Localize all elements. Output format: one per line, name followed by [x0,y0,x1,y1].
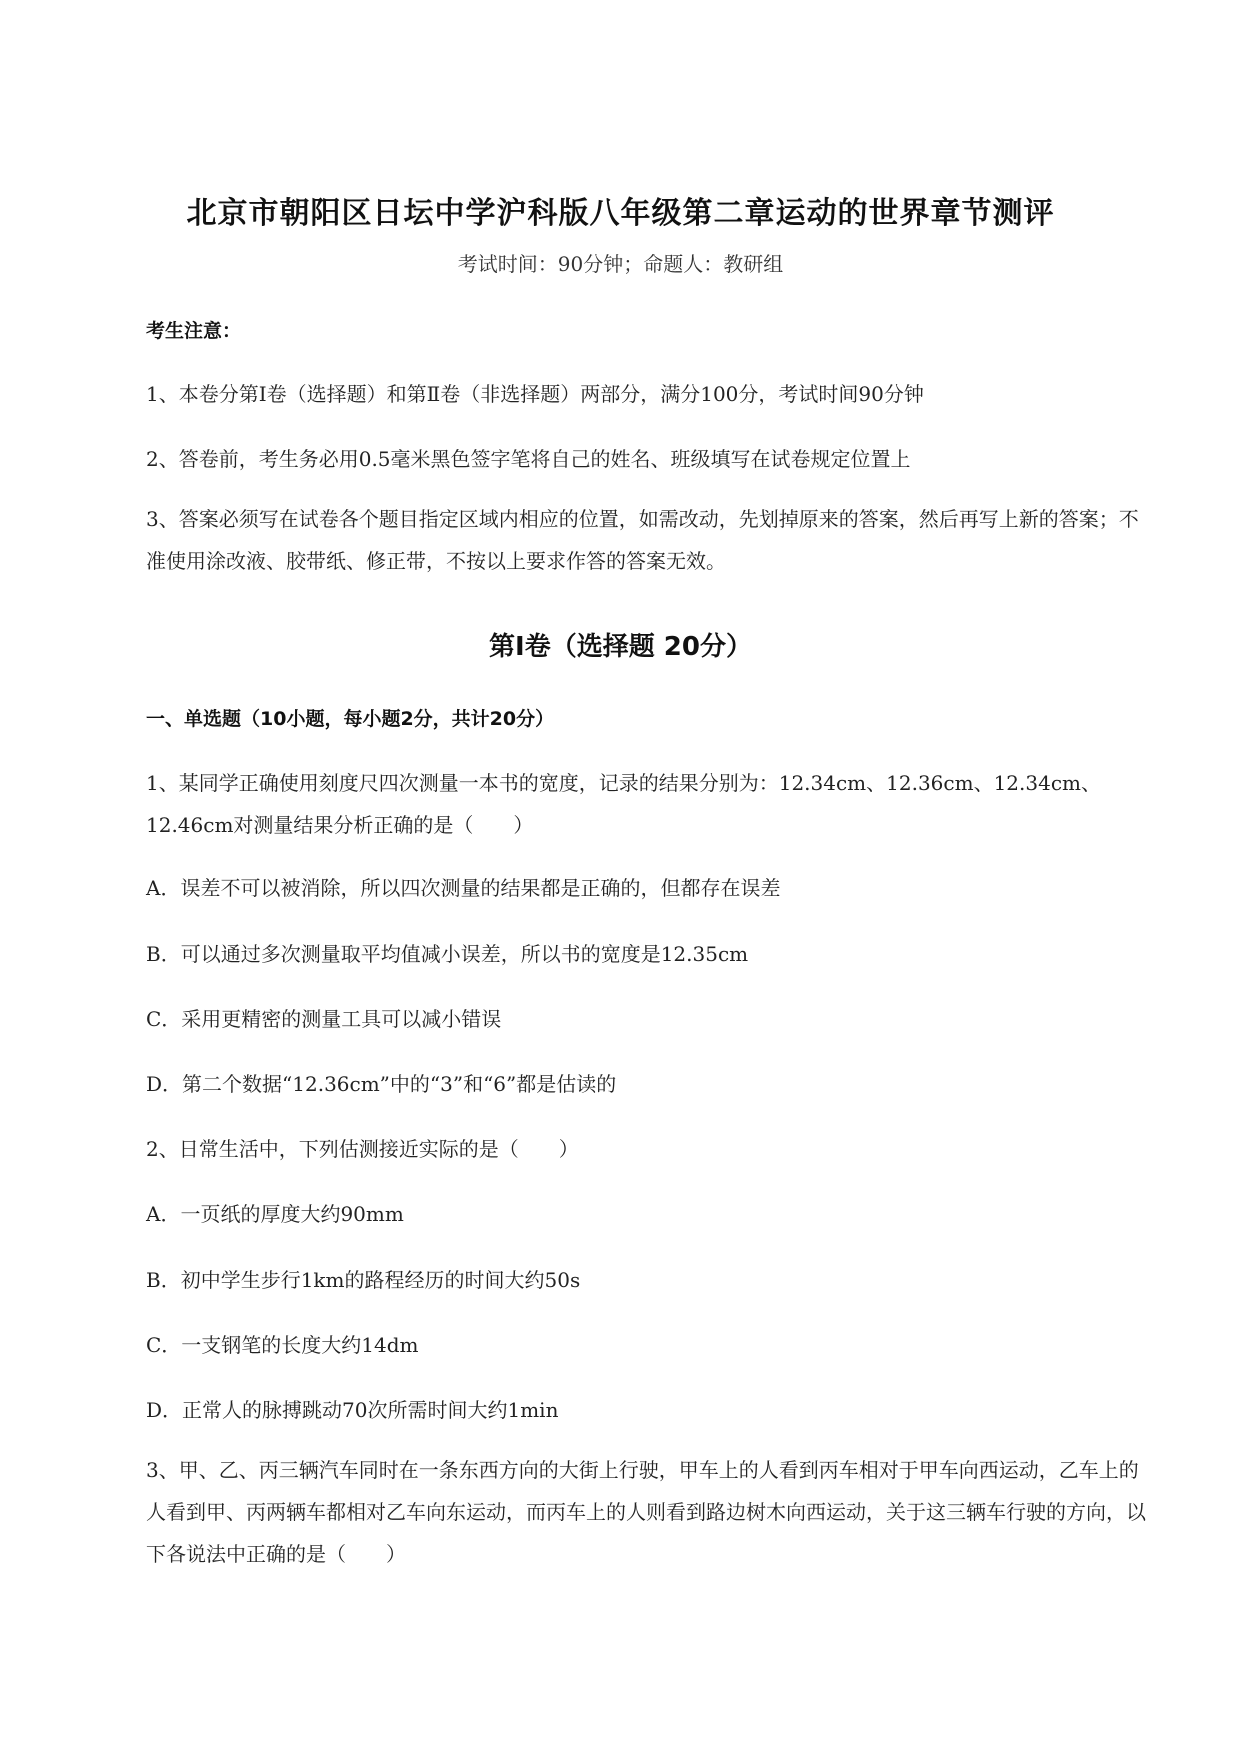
question-option: C．采用更精密的测量工具可以减小错误 [146,1007,502,1031]
question-option: A．一页纸的厚度大约90mm [146,1202,404,1226]
exam-title: 北京市朝阳区日坛中学沪科版八年级第二章运动的世界章节测评 [186,196,1055,231]
question-option: A．误差不可以被消除，所以四次测量的结果都是正确的，但都存在误差 [146,876,781,900]
notice-item: 1、本卷分第Ⅰ卷（选择题）和第Ⅱ卷（非选择题）两部分，满分100分，考试时间90分钟 [146,382,924,406]
question-option: D．第二个数据“12.36cm”中的“3”和“6”都是估读的 [146,1072,617,1096]
question-option: D．正常人的脉搏跳动70次所需时间大约1min [146,1398,559,1422]
notice-heading: 考生注意： [146,320,242,342]
question-option: C．一支钢笔的长度大约14dm [146,1333,419,1357]
question-option: B．初中学生步行1km的路程经历的时间大约50s [146,1268,581,1292]
exam-subtitle: 考试时间：90分钟；命题人：教研组 [457,252,784,276]
notice-item: 2、答卷前，考生务必用0.5毫米黑色签字笔将自己的姓名、班级填写在试卷规定位置上 [146,447,911,471]
part-heading: 一、单选题（10小题，每小题2分，共计20分） [146,708,555,730]
question-stem: 2、日常生活中，下列估测接近实际的是（ ） [146,1137,579,1161]
question-stem: 1、某同学正确使用刻度尺四次测量一本书的宽度，记录的结果分别为：12.34cm、12.36cm、12.34cm、12.46cm对测量结果分析正确的是（ ） [146,771,1101,837]
question-option: B．可以通过多次测量取平均值减小误差，所以书的宽度是12.35cm [146,942,749,966]
section-title: 第Ⅰ卷（选择题 20分） [489,632,752,662]
question-stem: 3、甲、乙、丙三辆汽车同时在一条东西方向的大街上行驶，甲车上的人看到丙车相对于甲车向西运动，乙车上的人看到甲、丙两辆车都相对乙车向东运动，而丙车上的人则看到路边树木向西运动，关于这三辆车行驶的方向，以下各说法中正确的是（ ） [146,1458,1146,1566]
notice-item: 3、答案必须写在试卷各个题目指定区域内相应的位置，如需改动，先划掉原来的答案，然后再写上新的答案；不准使用涂改液、胶带纸、修正带，不按以上要求作答的答案无效。 [146,507,1139,573]
